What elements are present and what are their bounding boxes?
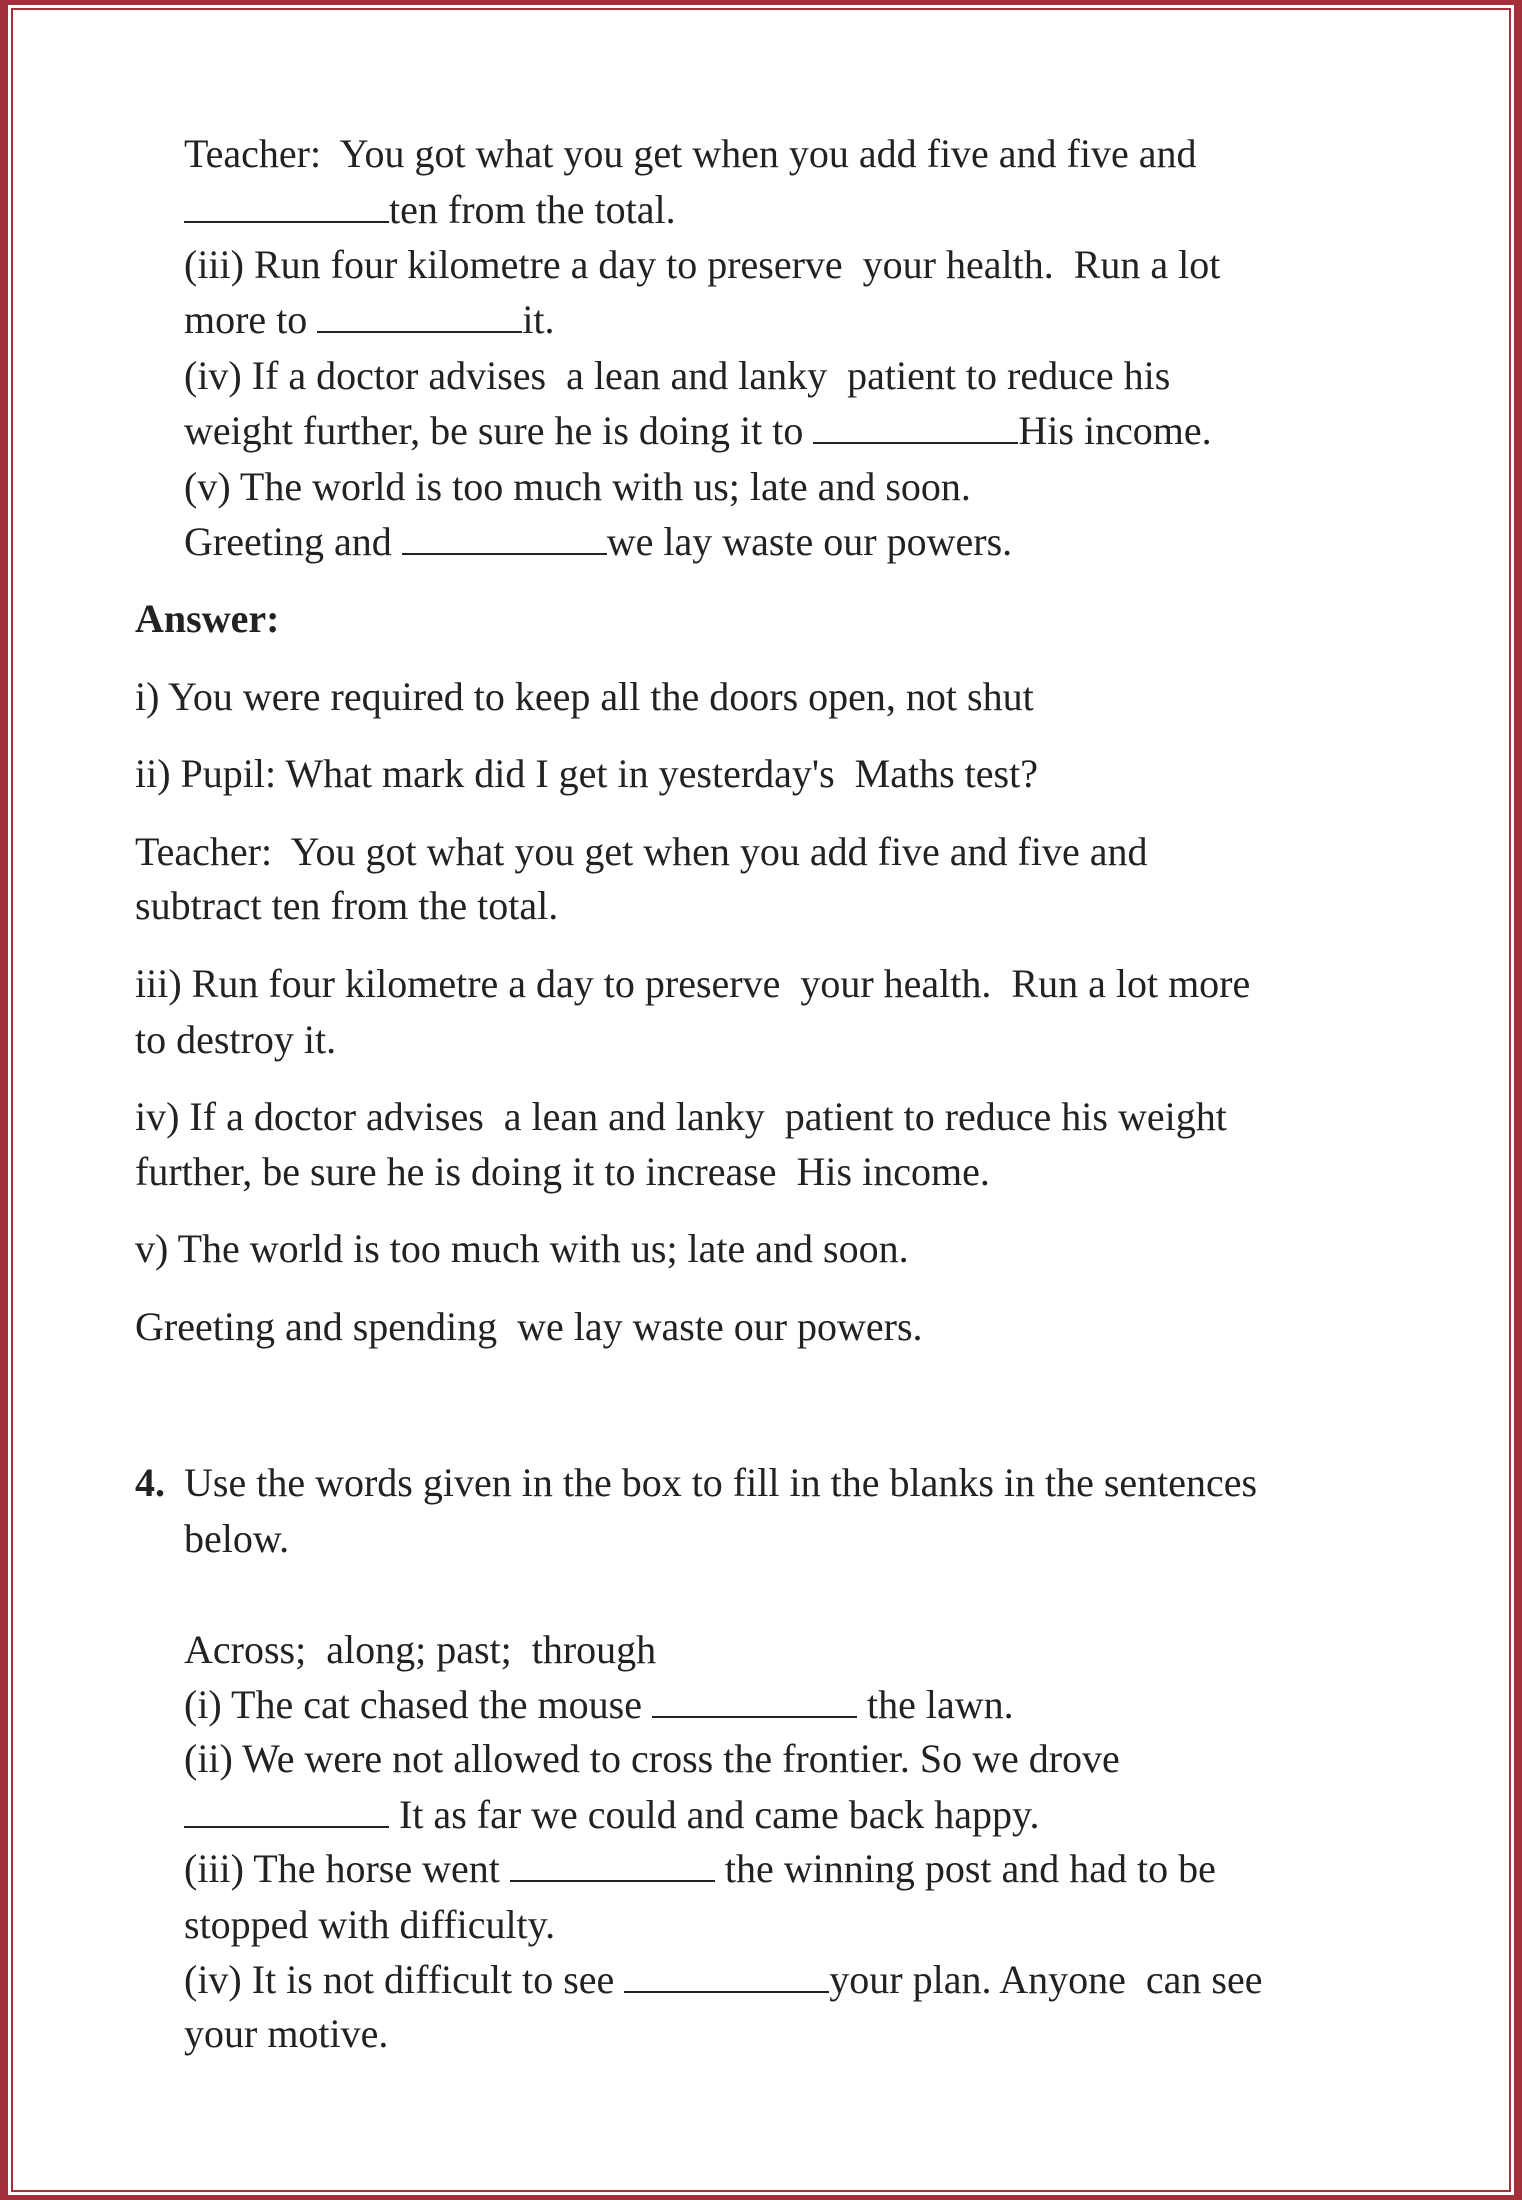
text-segment: (iii) Run four kilometre a day to preserve your health. Run a lot xyxy=(184,242,1221,288)
text-segment: subtract ten from the total. xyxy=(135,883,559,929)
fill-in-blank xyxy=(624,1961,829,1993)
text-segment: His income. xyxy=(1018,407,1212,453)
question-line xyxy=(184,518,1012,566)
question4-line xyxy=(184,1459,1257,1507)
text-segment: your motive. xyxy=(184,2011,389,2057)
question4-line xyxy=(184,1956,1263,2004)
question4-line xyxy=(184,1901,555,1949)
text-segment: (v) The world is too much with us; late and soon. xyxy=(184,463,971,509)
question-line xyxy=(184,463,971,511)
answer-line xyxy=(135,673,1034,721)
question4-line xyxy=(184,1735,1120,1783)
question4-line xyxy=(184,2010,388,2058)
text-segment: the lawn. xyxy=(856,1681,1014,1727)
answer-line xyxy=(135,882,558,930)
text-segment: (iv) It is not difficult to see xyxy=(184,1956,625,2002)
text-segment: below. xyxy=(184,1516,290,1562)
text-segment: (ii) We were not allowed to cross the frontier. So we drove xyxy=(184,1736,1120,1782)
answer-line xyxy=(135,1303,923,1351)
question-line xyxy=(184,352,1170,400)
text-segment: It as far we could and came back happy. xyxy=(389,1792,1040,1838)
text-segment: the winning post and had to be xyxy=(714,1845,1216,1891)
fill-in-blank xyxy=(813,412,1018,444)
text-segment: it. xyxy=(522,296,555,342)
question-line xyxy=(184,186,676,234)
answer-heading: Answer: xyxy=(135,596,280,641)
text-segment: Greeting and xyxy=(184,518,402,564)
question-number: 4. xyxy=(135,1460,165,1505)
answer-line xyxy=(135,1016,336,1064)
text-segment: i) You were required to keep all the doors open, not shut xyxy=(135,674,1034,720)
answer-line xyxy=(135,750,1038,798)
question-line xyxy=(184,130,1197,178)
text-segment: Use the words given in the box to fill in the blanks in the sentences xyxy=(184,1459,1258,1505)
fill-in-blank xyxy=(402,523,607,555)
text-segment: iii) Run four kilometre a day to preserve your health. Run a lot more xyxy=(135,960,1251,1006)
text-segment: we lay waste our powers. xyxy=(606,518,1013,564)
text-segment: weight further, be sure he is doing it to xyxy=(184,407,814,453)
text-segment: ten from the total. xyxy=(389,187,676,233)
fill-in-blank xyxy=(317,301,522,333)
text-segment: (iii) The horse went xyxy=(184,1845,510,1891)
fill-in-blank xyxy=(652,1686,857,1718)
answer-line xyxy=(135,1093,1227,1141)
text-segment: Teacher: You got what you get when you add five and five and xyxy=(135,828,1148,874)
text-segment: Teacher: You got what you get when you add five and five and xyxy=(184,131,1197,177)
text-segment: v) The world is too much with us; late and soon. xyxy=(135,1225,909,1271)
fill-in-blank xyxy=(184,191,389,223)
answer-line xyxy=(135,828,1148,876)
text-segment: your plan. Anyone can see xyxy=(829,1956,1263,2002)
text-segment: iv) If a doctor advises a lean and lanky patient to reduce his weight xyxy=(135,1093,1227,1139)
question4-line xyxy=(184,1626,656,1674)
text-segment: Greeting and spending we lay waste our powers. xyxy=(135,1304,923,1350)
text-segment: more to xyxy=(184,296,318,342)
text-segment: to destroy it. xyxy=(135,1016,337,1062)
text-segment: further, be sure he is doing it to increase His income. xyxy=(135,1148,990,1194)
text-segment: ii) Pupil: What mark did I get in yesterday's Maths test? xyxy=(135,751,1038,797)
text-segment: (i) The cat chased the mouse xyxy=(184,1681,652,1727)
answer-line xyxy=(135,960,1250,1008)
question-line xyxy=(184,296,555,344)
question4-line xyxy=(184,1515,289,1563)
fill-in-blank xyxy=(510,1850,715,1882)
question4-line xyxy=(184,1845,1216,1893)
question-line xyxy=(184,407,1212,455)
question4-line xyxy=(184,1681,1014,1729)
answer-line xyxy=(135,1225,909,1273)
question4-line xyxy=(184,1791,1039,1839)
fill-in-blank xyxy=(184,1796,389,1828)
answer-line xyxy=(135,1148,990,1196)
text-segment: Across; along; past; through xyxy=(184,1626,657,1672)
question-line xyxy=(184,241,1220,289)
text-segment: stopped with difficulty. xyxy=(184,1901,556,1947)
text-segment: (iv) If a doctor advises a lean and lanky patient to reduce his xyxy=(184,353,1171,398)
